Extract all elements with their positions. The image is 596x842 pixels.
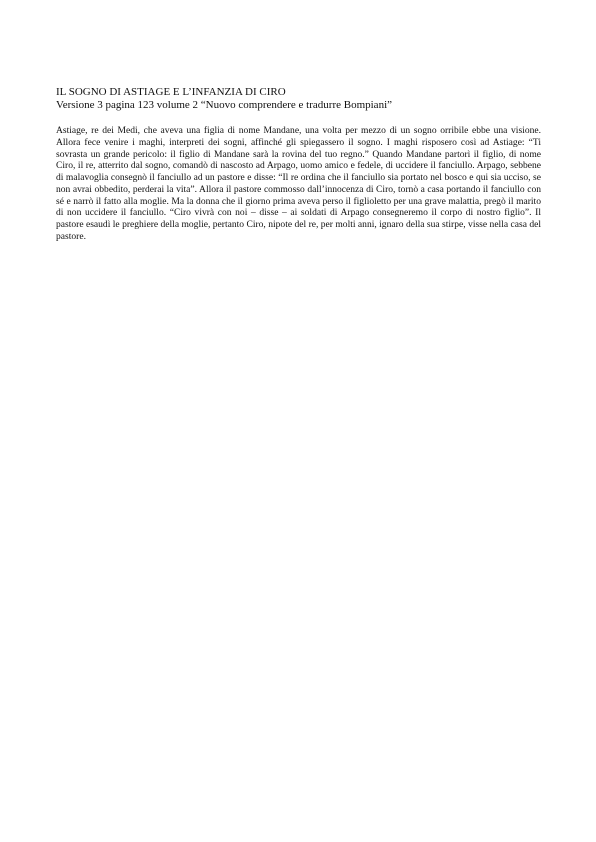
document-subtitle: Versione 3 pagina 123 volume 2 “Nuovo comprendere e tradurre Bompiani” [56, 99, 393, 111]
document-title: IL SOGNO DI ASTIAGE E L’INFANZIA DI CIRO [56, 86, 286, 98]
document-content [56, 86, 541, 243]
document-body-paragraph: Astiage, re dei Medi, che aveva una figlia di nome Mandane, una volta per mezzo di un sogno orribile ebbe una visione. Allora fece venire i maghi, interpreti dei sogni, affinché gli spiegassero il sogno. I maghi risposero così ad Astiage: “Ti sovrasta un grande pericolo: il figlio di Mandane sarà la rovina del tuo regno.” Quando Mandane partorì il figlio, di nome Ciro, il re, atterrito dal sogno, comandò di nascosto ad Arpago, uomo amico e fedele, di uccidere il fanciullo. Arpago, sebbene di malavoglia consegnò il fanciullo ad un pastore e disse: “Il re ordina che il fanciullo sia portato nel bosco e qui sia ucciso, se non avrai obbedito, perderai la vita”. Allora il pastore commosso dall’innocenza di Ciro, tornò a casa portando il fanciullo con sé e narrò il fatto alla moglie. Ma la donna che il giorno prima aveva perso il figlioletto per una grave malattia, pregò il marito di non uccidere il fanciullo. “Ciro vivrà con noi – disse – ai soldati di Arpago consegneremo il corpo di nostro figlio”. Il pastore esaudì le preghiere della moglie, pertanto Ciro, nipote del re, per molti anni, ignaro della sua stirpe, visse nella casa del pastore. [56, 125, 541, 242]
